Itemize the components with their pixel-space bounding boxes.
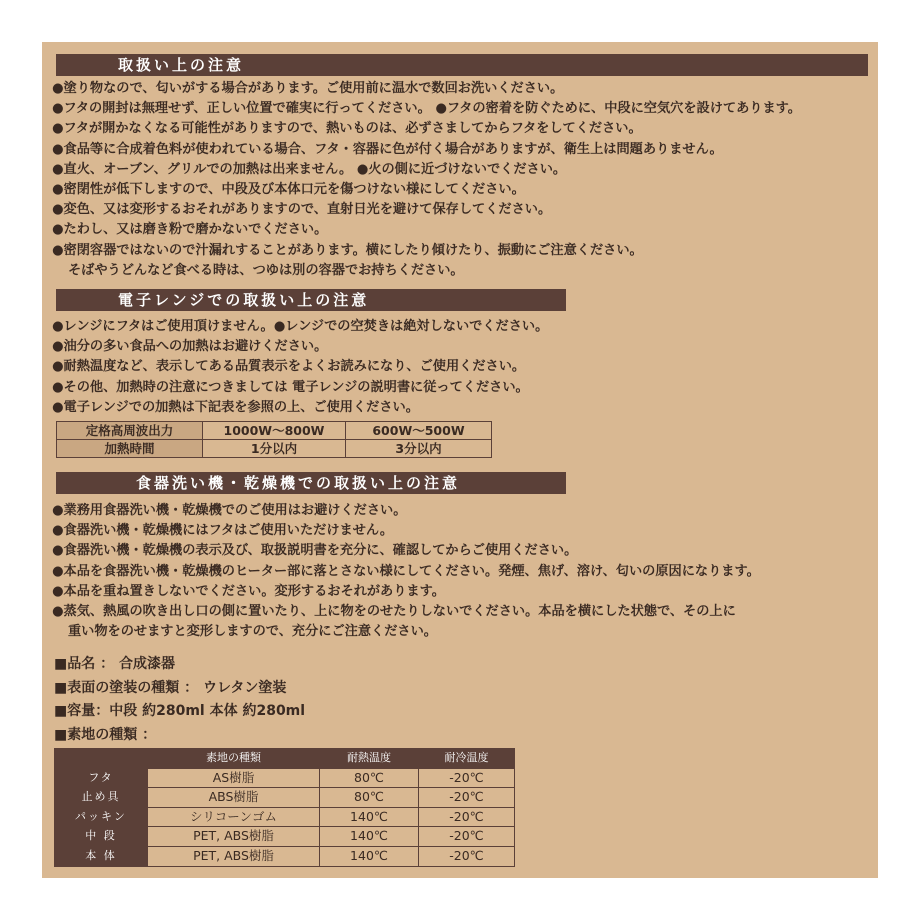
material-cell: AS樹脂 xyxy=(148,768,320,788)
section1-list xyxy=(52,79,801,281)
list-item: ●直火、オーブン、グリルでの加熱は出来ません。 ●火の側に近づけないでください。 xyxy=(52,161,567,177)
table-header: 耐熱温度 xyxy=(320,749,419,769)
microwave-table xyxy=(56,421,492,458)
table-cell: 加熱時間 xyxy=(57,440,203,458)
list-item: ●蒸気、熱風の吹き出し口の側に置いたり、上に物をのせたりしないでください。本品を横にした状態で、その上に xyxy=(52,603,736,619)
section3-list xyxy=(52,501,760,642)
material-table xyxy=(54,748,515,867)
table-cell: 1分以内 xyxy=(203,440,346,458)
section3-header xyxy=(56,472,566,494)
table-row xyxy=(55,807,515,827)
table-cell: 定格高周波出力 xyxy=(57,422,203,440)
material-cell: ABS樹脂 xyxy=(148,788,320,808)
table-row xyxy=(57,422,492,440)
list-item: ●業務用食器洗い機・乾燥機でのご使用はお避けください。 xyxy=(52,503,407,518)
table-header: 素地の種類 xyxy=(148,749,320,769)
heat-cell: 80℃ xyxy=(320,788,419,808)
cold-cell: -20℃ xyxy=(419,827,515,847)
table-row xyxy=(55,788,515,808)
coating-type: ■表面の塗装の種類 ： ウレタン塗装 xyxy=(54,679,287,696)
material-cell: PET, ABS樹脂 xyxy=(148,846,320,866)
list-item: ●密閉容器ではないので汁漏れすることがあります。横にしたり傾けたり、振動にご注意ください。 xyxy=(52,242,643,258)
heat-cell: 140℃ xyxy=(320,827,419,847)
list-item: ●レンジにフタはご使用頂けません。●レンジでの空焚きは絶対しないでください。 xyxy=(52,319,549,334)
section1-title: 取扱い上の注意 xyxy=(118,56,245,74)
cold-cell: -20℃ xyxy=(419,788,515,808)
list-item: ●フタが開かなくなる可能性がありますので、熱いものは、必ずさましてからフタをしてください。 xyxy=(52,121,642,137)
heat-cell: 140℃ xyxy=(320,846,419,866)
cold-cell: -20℃ xyxy=(419,846,515,866)
part-cell: 止め具 xyxy=(55,788,148,808)
table-row xyxy=(55,768,515,788)
capacity: ■容量：中段 約280ml 本体 約280ml xyxy=(54,703,306,719)
material-cell: PET, ABS樹脂 xyxy=(148,827,320,847)
table-cell: 1000W～800W xyxy=(203,422,346,440)
part-cell: 本 体 xyxy=(55,846,148,866)
material-cell: シリコーンゴム xyxy=(148,807,320,827)
notice-card xyxy=(42,42,878,878)
list-item: ●密閉性が低下しますので、中段及び本体口元を傷つけない様にしてください。 xyxy=(52,181,525,197)
list-item: ●本品を重ね置きしないでください。変形するおそれがあります。 xyxy=(52,583,445,599)
cold-cell: -20℃ xyxy=(419,807,515,827)
material-heading: ■素地の種類 ： xyxy=(54,726,157,743)
list-item: ●食器洗い機・乾燥機にはフタはご使用いただけません。 xyxy=(52,523,394,539)
section3-title: 食器洗い機・乾燥機での取扱い上の注意 xyxy=(136,474,461,492)
list-item: そばやうどんなど食べる時は、つゆは別の容器でお持ちください。 xyxy=(68,262,464,278)
list-item: ●塗り物なので、匂いがする場合があります。ご使用前に温水で数回お洗いください。 xyxy=(52,81,564,96)
table-row xyxy=(55,846,515,866)
table-cell: 600W～500W xyxy=(346,422,492,440)
section2-header xyxy=(56,289,566,311)
list-item: ●フタの開封は無理せず、正しい位置で確実に行ってください。 ●フタの密着を防ぐために、中段に空気穴を設けてあります。 xyxy=(52,101,801,117)
table-row xyxy=(55,749,515,769)
heat-cell: 80℃ xyxy=(320,768,419,788)
list-item: ●変色、又は変形するおそれがありますので、直射日光を避けて保存してください。 xyxy=(52,202,552,218)
section2-list xyxy=(52,317,548,418)
part-cell: フタ xyxy=(55,768,148,788)
list-item: ●食品等に合成着色料が使われている場合、フタ・容器に色が付く場合がありますが、衛生上は問題ありません。 xyxy=(52,141,723,157)
part-cell: パッキン xyxy=(55,807,148,827)
list-item: ●本品を食器洗い機・乾燥機のヒーター部に落とさない様にしてください。発煙、焦げ、溶け、匂いの原因になります。 xyxy=(52,563,760,579)
table-row xyxy=(57,440,492,458)
table-cell: 3分以内 xyxy=(346,440,492,458)
list-item: ●食器洗い機・乾燥機の表示及び、取扱説明書を充分に、確認してからご使用ください。 xyxy=(52,543,578,559)
part-cell: 中 段 xyxy=(55,827,148,847)
list-item: ●油分の多い食品への加熱はお避けください。 xyxy=(52,339,328,355)
table-header: 耐冷温度 xyxy=(419,749,515,769)
product-name: ■品名 ： 合成漆器 xyxy=(54,656,175,672)
list-item: 重い物をのせますと変形しますので、充分にご注意ください。 xyxy=(68,624,437,640)
list-item: ●たわし、又は磨き粉で磨かないでください。 xyxy=(52,222,328,238)
list-item: ●電子レンジでの加熱は下記表を参照の上、ご使用ください。 xyxy=(52,399,419,415)
section1-header xyxy=(56,54,868,76)
cold-cell: -20℃ xyxy=(419,768,515,788)
spec-list xyxy=(54,653,305,747)
heat-cell: 140℃ xyxy=(320,807,419,827)
table-row xyxy=(55,827,515,847)
table-header-blank xyxy=(55,749,148,769)
section2-title: 電子レンジでの取扱い上の注意 xyxy=(118,291,370,309)
list-item: ●その他、加熱時の注意につきましては 電子レンジの説明書に従ってください。 xyxy=(52,379,529,395)
list-item: ●耐熱温度など、表示してある品質表示をよくお読みになり、ご使用ください。 xyxy=(52,359,526,375)
